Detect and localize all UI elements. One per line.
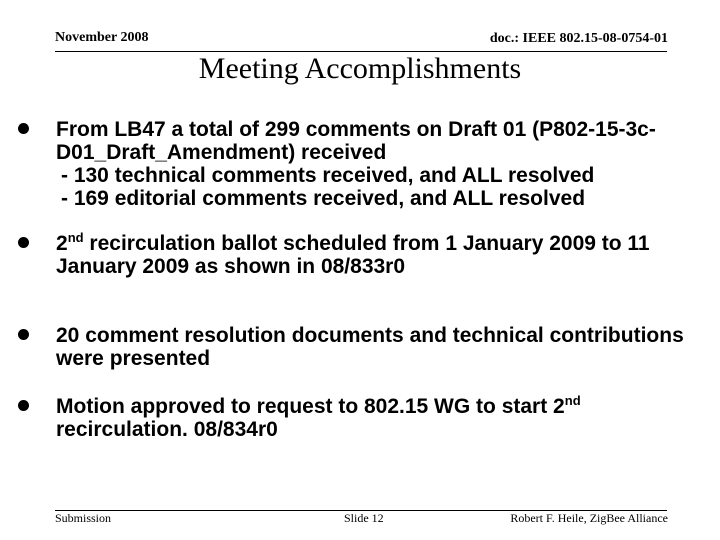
bullet-dot-icon [18, 400, 29, 411]
bullet-4-text-before: Motion approved to request to 802.15 WG to start 2 [56, 395, 565, 418]
footer-submission: Submission [55, 511, 112, 525]
bullet-3-text: 20 comment resolution documents and technical contributions were presented [56, 324, 684, 370]
bullet-2-text: recirculation ballot scheduled from 1 January 2009 to 11 January 2009 as shown in 08/833r0 [56, 232, 650, 278]
bullet-1-text: From LB47 a total of 299 comments on Draft 01 (P802-15-3c-D01_Draft_Amendment) received [56, 118, 656, 164]
bullet-2-ordinal-number: 2 [56, 232, 68, 255]
slide-title: Meeting Accomplishments [198, 52, 522, 85]
bullet-dot-icon [18, 329, 29, 340]
bullet-1-subitem-2: - 169 editorial comments received, and ALL resolved [61, 187, 586, 210]
bullet-1-subitem-1: - 130 technical comments received, and ALL resolved [61, 164, 595, 187]
bullet-dot-icon [18, 237, 29, 248]
bullet-4-text-after: recirculation. 08/834r0 [56, 418, 278, 441]
bullet-2-ordinal-suffix: nd [67, 230, 84, 245]
bullet-item-2 [18, 232, 708, 278]
header-date: November 2008 [55, 30, 149, 45]
bullet-item-4 [18, 395, 708, 441]
bullet-item-1 [18, 118, 708, 210]
footer-slide-number: Slide 12 [344, 511, 384, 525]
bullet-4-ordinal-suffix: nd [564, 393, 581, 408]
bullet-dot-icon [18, 123, 29, 134]
header-doc-id: doc.: IEEE 802.15-08-0754-01 [489, 31, 668, 46]
footer-author: Robert F. Heile, ZigBee Alliance [510, 511, 668, 525]
bullet-item-3 [18, 324, 708, 370]
